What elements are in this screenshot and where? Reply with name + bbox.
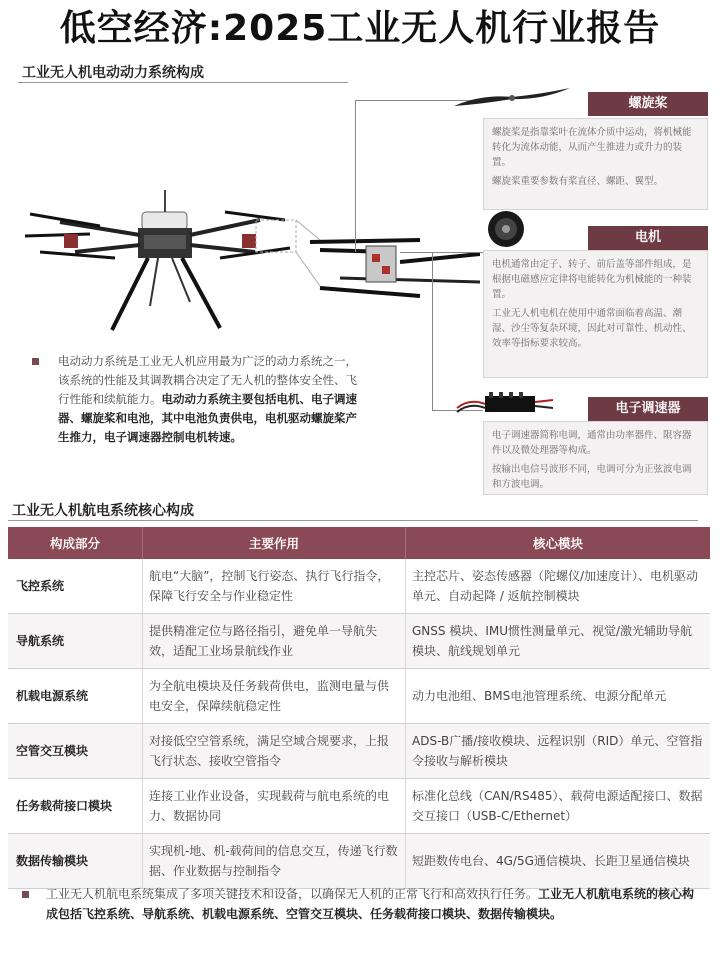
drone-illustration — [20, 190, 480, 340]
panel-text: 工业无人机电机在使用中通常面临着高温、潮湿、沙尘等复杂环境，因此对可靠性、机动性、效率等指标要求较高。 — [492, 308, 692, 349]
table-cell-role: 实现机-地、机-载荷间的信息交互，传递飞行数据、作业数据与控制指令 — [143, 834, 406, 889]
table-cell-role: 对接低空空管系统，满足空域合规要求，上报飞行状态、接收空管指令 — [143, 724, 406, 779]
panel-text: 按输出电信号波形不同，电调可分为正弦波电调和方波电调。 — [492, 464, 692, 490]
table-cell-role: 提供精准定位与路径指引，避免单一导航失效，适配工业场景航线作业 — [143, 614, 406, 669]
table-row — [8, 779, 710, 834]
table-cell-part: 数据传输模块 — [8, 834, 143, 889]
section-heading-avionics: 工业无人机航电系统核心构成 — [12, 503, 194, 519]
table-row — [8, 559, 710, 614]
table-header: 核心模块 — [406, 527, 711, 559]
panel-body — [483, 250, 708, 378]
propeller-icon — [452, 84, 572, 110]
page-title: 低空经济:2025工业无人机行业报告 — [59, 8, 661, 49]
table-cell-modules: 标准化总线（CAN/RS485）、载荷电源适配接口、数据交互接口（USB-C/Ethernet） — [406, 779, 711, 834]
table-cell-part: 飞控系统 — [8, 559, 143, 614]
drone-body — [25, 190, 290, 330]
section-divider — [18, 82, 348, 83]
motor-icon — [485, 208, 527, 250]
panel-heading: 电机 — [588, 226, 708, 250]
table-cell-role: 连接工业作业设备，实现载荷与航电系统的电力、数据协同 — [143, 779, 406, 834]
table-header: 主要作用 — [143, 527, 406, 559]
table-row — [8, 669, 710, 724]
leader-line — [400, 252, 483, 253]
avionics-table — [8, 527, 710, 889]
table-cell-modules: 动力电池组、BMS电池管理系统、电源分配单元 — [406, 669, 711, 724]
table-cell-role: 为全航电模块及任务载荷供电，监测电量与供电安全，保障续航稳定性 — [143, 669, 406, 724]
table-cell-role: 航电“大脑”，控制飞行姿态、执行飞行指令，保障飞行安全与作业稳定性 — [143, 559, 406, 614]
section-divider — [8, 520, 698, 521]
panel-text: 螺旋桨重要参数有桨直径、螺距、翼型。 — [492, 176, 664, 187]
bullet-square — [22, 891, 29, 898]
leader-line — [355, 100, 356, 252]
panel-text: 电子调速器简称电调，通常由功率器件、限容器件以及微处理器等构成。 — [492, 430, 692, 456]
panel-text: 螺旋桨是指靠桨叶在流体介质中运动，将机械能转化为流体动能，从而产生推进力或升力的装置。 — [492, 127, 692, 168]
description-text: 电动动力系统是工业无人机应用最为广泛的动力系统之一，该系统的性能及其调教耦合决定了无人机的整体安全性、飞行性能和续航能力。 — [58, 354, 357, 406]
footer-text: 工业无人机航电系统集成了多项关键技术和设备，以确保无人机的正常飞行和高效执行任务。 — [46, 887, 539, 901]
leader-line — [432, 252, 433, 410]
bullet-square — [32, 358, 39, 365]
table-cell-modules: 短距数传电台、4G/5G通信模块、长距卫星通信模块 — [406, 834, 711, 889]
table-cell-part: 机载电源系统 — [8, 669, 143, 724]
table-row — [8, 724, 710, 779]
panel-body — [483, 118, 708, 210]
table-cell-modules: GNSS 模块、IMU惯性测量单元、视觉/激光辅助导航模块、航线规划单元 — [406, 614, 711, 669]
table-header-row — [8, 527, 710, 559]
avionics-summary — [46, 884, 701, 924]
esc-icon — [455, 390, 555, 416]
table-row — [8, 614, 710, 669]
zoomed-motor-arm — [310, 240, 480, 296]
table-cell-modules: ADS-B广播/接收模块、远程识别（RID）单元、空管指令接收与解析模块 — [406, 724, 711, 779]
table-row — [8, 834, 710, 889]
panel-heading: 电子调速器 — [588, 397, 708, 421]
table-cell-part: 任务载荷接口模块 — [8, 779, 143, 834]
table-cell-modules: 主控芯片、姿态传感器（陀螺仪/加速度计）、电机驱动单元、自动起降 / 返航控制模块 — [406, 559, 711, 614]
panel-text: 电机通常由定子、转子、前后盖等部件组成，是根据电磁感应定律将电能转化为机械能的一种装置。 — [492, 259, 692, 300]
panel-heading: 螺旋桨 — [588, 92, 708, 116]
section-heading-power-system: 工业无人机电动动力系统构成 — [22, 65, 204, 81]
power-system-description — [58, 352, 358, 447]
table-cell-part: 空管交互模块 — [8, 724, 143, 779]
table-cell-part: 导航系统 — [8, 614, 143, 669]
table-header: 构成部分 — [8, 527, 143, 559]
description-bold-text: 电动动力系统主要包括电机、电子调速器、螺旋桨和电池，其中电池负责供电，电机驱动螺旋桨产生推力，电子调速器控制电机转速。 — [58, 392, 357, 444]
footer-bold-text: 工业无人机航电系统的核心构成包括飞控系统、导航系统、机载电源系统、空管交互模块、任务载荷接口模块、数据传输模块。 — [46, 887, 695, 921]
panel-body — [483, 421, 708, 495]
